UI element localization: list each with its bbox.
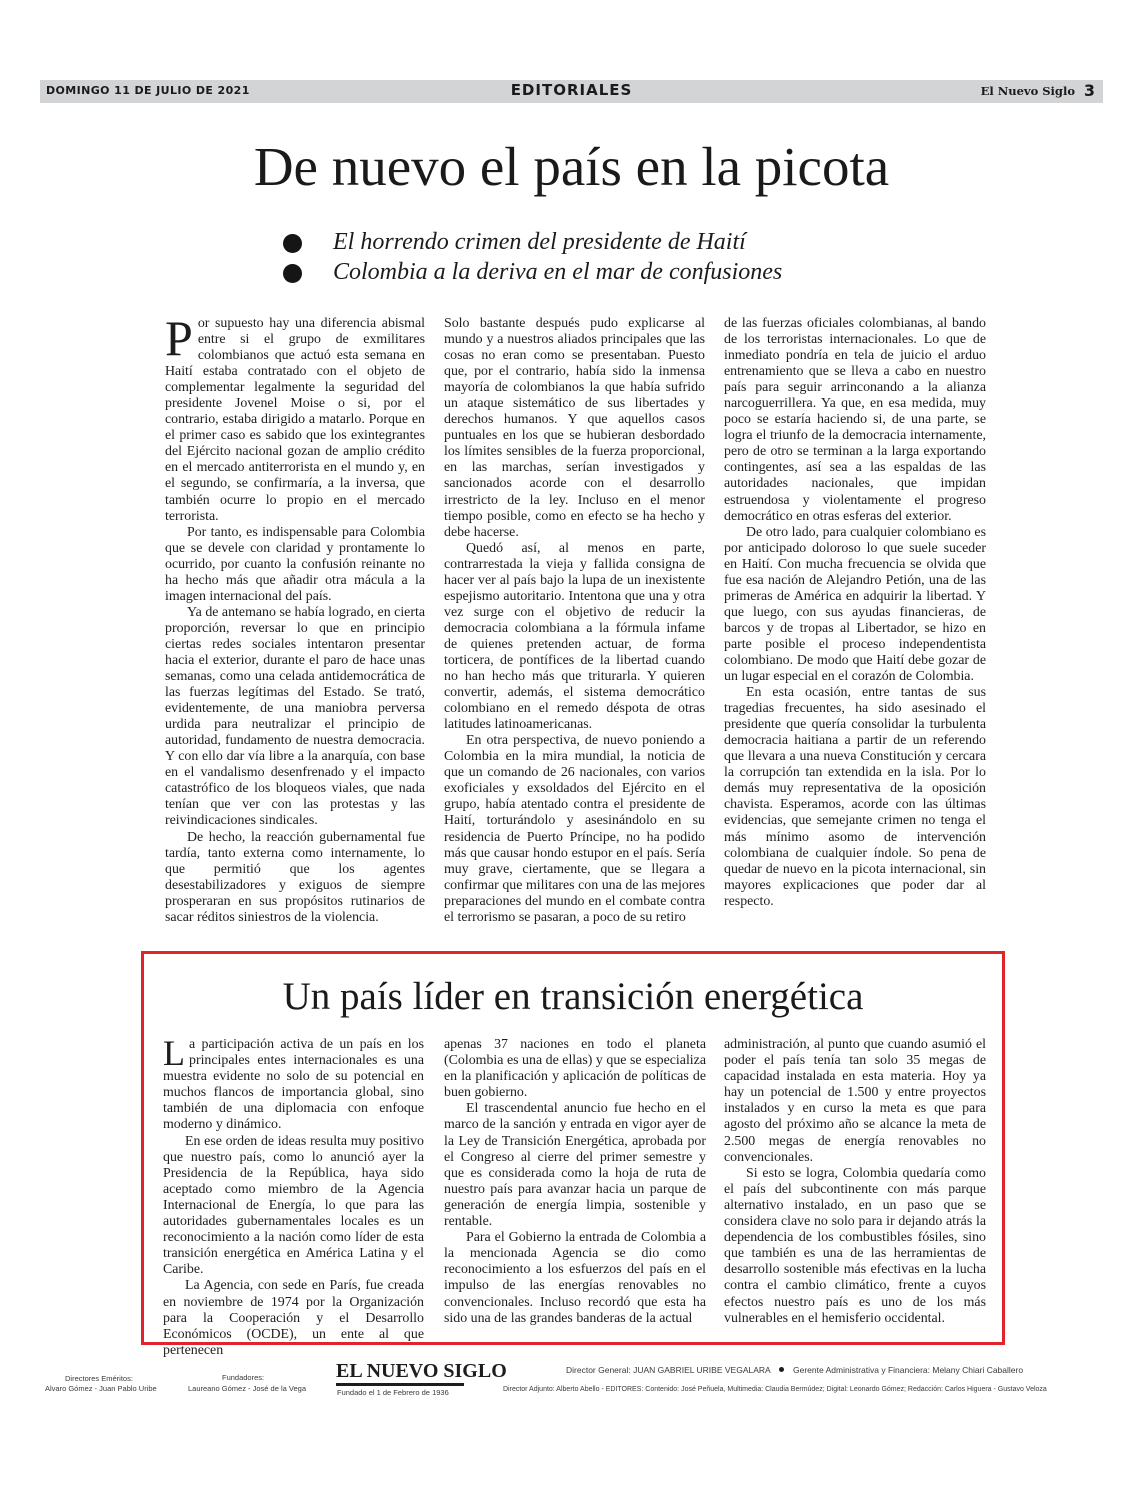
summary-text: Colombia a la deriva en el mar de confusiones: [333, 259, 783, 285]
editorial-2-title: Un país líder en transición energética: [282, 975, 864, 1018]
paragraph: or supuesto hay una diferencia abismal entre si el grupo de exmilitares colombianos que actuó esta semana en Haití estaba contratado con el objeto de complementar legalmente la seguridad del presidente Jovenel Moise o si, por el contrario, estaba dirigido a matarlo. Porque en el primer caso es sabido que los exintegrantes del Ejército nacional gozan de amplio crédito en el mercado antiterrorista en el mundo y, en el segundo, se confirmaría, a la inversa, que también ocurre lo propio en el mercado terrorista.: [165, 316, 425, 524]
section-name: EDITORIALES: [510, 81, 633, 99]
editorial-2-column-2: [444, 1037, 706, 1327]
directors-names: Alvaro Gómez - Juan Pablo Uribe: [45, 1384, 157, 1393]
paragraph: En esta ocasión, entre tantas de sus tragedias frecuentes, ha sido asesinado el presidente que quería consolidar la turbulenta democracia haitiana a partir de un referendo que llevara a una nueva Constitución y cercara la corrupción tan extendida en la isla. Por lo demás muy representativa de la oposición chavista. Esperamos, acorde con las últimas evidencias, que semejante crimen no tenga el más mínimo asomo de intervención colombiana de cualquier índole. So pena de quedar de nuevo en la picota internacional, sin mayores explicaciones que poder dar al respecto.: [724, 685, 986, 909]
bullet-dot-icon: [283, 264, 302, 283]
masthead-footer: [0, 1360, 1148, 1400]
section-header-bar: [40, 80, 1103, 103]
paragraph: De hecho, la reacción gubernamental fue tardía, tanto externa como internamente, lo que permitió que los agentes desestabilizadores y exiguos de siempre prosperaran en sus propósitos rutinarios de sacar réditos siniestros de la violencia.: [165, 829, 425, 925]
directors-label: Directores Eméritos:: [65, 1374, 133, 1383]
founders-names: Laureano Gómez - José de la Vega: [188, 1384, 306, 1393]
editorial-2-column-3: [724, 1037, 986, 1327]
drop-cap: P: [165, 310, 193, 366]
paper-name: El Nuevo Siglo: [980, 84, 1075, 98]
paragraph: administración, al punto que cuando asumió el poder el país tenía tan solo 35 megas de capacidad instalada en esta materia. Hoy ya hay un potencial de 1.500 y entre proyectos instalados y en curso la meta es que para agosto del próximo año se alcance la meta de 2.500 megas de energía renovables no convencionales.: [724, 1037, 986, 1165]
editorial-1-column-2: [444, 316, 705, 926]
paragraph: Por tanto, es indispensable para Colombia que se devele con claridad y prontamente lo ocurrido, por cuanto la confusión reinante no ha hecho más que añadir otra mácula a la imagen internacional del país.: [165, 524, 425, 604]
paragraph: Para el Gobierno la entrada de Colombia a la mencionada Agencia se dio como reconocimiento a los esfuerzos del país en el impulso de las energías renovables no convencionales. Incluso recordó que esta ha sido una de las grandes banderas de la actual: [444, 1230, 706, 1326]
director-general: Director General: JUAN GABRIEL URIBE VEGALARA: [566, 1365, 771, 1375]
paragraph: de las fuerzas oficiales colombianas, al bando de los terroristas internacionales. Lo que de inmediato pondría en tela de juicio el arduo entrenamiento que se lleva a cabo en nuestro país para seguir arrinconando a la alianza narcoguerrillera. Ya que, en esa medida, muy poco se estaría haciendo si, de una parte, se logra el triunfo de la democracia internamente, pero de otro se terminan a la larga exportando contingentes, así sea a las espaldas de las autoridades nacionales, que impidan estruendosa y violentamente el progreso democrático en otras esferas del exterior.: [724, 316, 986, 524]
editorial-1-title: De nuevo el país en la picota: [253, 136, 890, 197]
page-number: 3: [1083, 81, 1095, 100]
bullet-dot-icon: [283, 234, 302, 253]
paragraph: Si esto se logra, Colombia quedaría como el país del subcontinente con más parque alternativo instalado, en un paso que se considera clave no solo para ir dejando atrás la dependencia de los combustibles fósiles, sino que también es una de las herramientas de desarrollo sostenible más efectivas en la lucha contra el cambio climático, frente a cuyos efectos nuestro país es uno de los más vulnerables en el hemisferio occidental.: [724, 1165, 986, 1326]
paragraph: La Agencia, con sede en París, fue creada en noviembre de 1974 por la Organización para la Cooperación y el Desarrollo Económicos (OCDE), un ente al que pertenecen: [163, 1278, 424, 1358]
paragraph: apenas 37 naciones en todo el planeta (Colombia es una de ellas) y que se especializa en la planificación y aplicación de políticas de buen gobierno.: [444, 1037, 706, 1101]
editorial-staff: Director Adjunto: Alberto Abello - EDITORES: Contenido: José Peñuela, Multimedia: Claudia Bermúdez; Digital: Leonardo Gómez; Redacción: Carlos Higuera - Gustavo Veloza: [503, 1386, 1047, 1393]
summary-text: El horrendo crimen del presidente de Haití: [333, 229, 746, 255]
paragraph: El trascendental anuncio fue hecho en el marco de la sanción y entrada en vigor ayer de la Ley de Transición Energética, aprobada por el Congreso al cierre del primer semestre y que es considerada como la hoja de ruta de nuestro país para avanzar hacia un parque de generación de energía limpia, sostenible y rentable.: [444, 1101, 706, 1230]
paragraph: a participación activa de un país en los principales entes internacionales es una muestra evidente no solo de su potencial en muchos flancos de importancia global, sino también de una diplomacia con enfoque moderno y dinámico.: [163, 1037, 424, 1133]
issue-date: DOMINGO 11 DE JULIO DE 2021: [46, 84, 250, 97]
paper-logo: EL NUEVO SIGLO: [336, 1360, 507, 1382]
paragraph: Ya de antemano se había logrado, en cierta proporción, reversar lo que en principio ciertas redes sociales intentaron presentar hacia el exterior, durante el paro de hace unas semanas, como una celada antidemocrática de las fuerzas legítimas del Estado. Se trató, evidentemente, de una maniobra perversa urdida para neutralizar el principio de autoridad, fundamento de nuestra democracia. Y con ello dar vía libre a la anarquía, con base en el vandalismo desenfrenado y el impacto catastrófico de los bloqueos viales, que nada tenían que ver con las protestas y las reivindicaciones sindicales.: [165, 604, 425, 829]
paragraph: Quedó así, al menos en parte, contrarrestada la vieja y fallida consigna de hacer ver al país bajo la lupa de un inexistente espejismo autoritario. Intentona que una y otra vez surge con el objetivo de reducir la democracia colombiana a la fórmula infame de quienes pretenden actuar, de forma torticera, de pontífices de la libertad cuando no han hecho más que triturarla. Y quieren convertir, además, el sistema democrático colombiano en el remedo déspota de otras latitudes latinoamericanas.: [444, 540, 705, 733]
paragraph: Solo bastante después pudo explicarse al mundo y a nuestros aliados principales que las cosas no eran como se presentaban. Puesto que, por el contrario, había sido la inmensa mayoría de colombianos la que había sufrido un ataque sistemático de sus libertades y derechos humanos. Y que aquellos casos puntuales en los que se hubieran desbordado los límites sensibles de la fuerza proporcional, en las marchas, serían investigados y sancionados acorde con el desarrollo irrestricto de la ley. Incluso en el menor tiempo posible, como en efecto se ha hecho y debe hacerse.: [444, 316, 705, 540]
founders-label: Fundadores:: [222, 1373, 265, 1382]
founded-date: Fundado el 1 de Febrero de 1936: [337, 1388, 449, 1397]
editorial-1-column-3: [724, 316, 986, 910]
paragraph: En ese orden de ideas resulta muy positivo que nuestro país, como lo anunció ayer la Presidencia de la República, haya sido aceptado como miembro de la Agencia Internacional de Energía, lo que para las autoridades gubernamentales locales es un reconocimiento a la nación como líder de esta transición energética en América Latina y el Caribe.: [163, 1133, 424, 1278]
editorial-2-column-1: [163, 1033, 424, 1359]
paragraph: De otro lado, para cualquier colombiano es por anticipado doloroso lo que suele suceder en Haití. Con mucha frecuencia se olvida que fue esa nación de Alejandro Petión, una de las primeras de América en adquirir la libertad. Y que luego, con sus ayudas financieras, de barcos y de tropas al Libertador, se hizo en parte posible el proceso independentista colombiano. De modo que Haití debe gozar de un lugar especial en el corazón de Colombia.: [724, 524, 986, 685]
separator-dot-icon: [779, 1367, 784, 1372]
drop-cap: L: [163, 1033, 185, 1073]
paragraph: En otra perspectiva, de nuevo poniendo a Colombia en la mira mundial, la noticia de que un comando de 26 nacionales, con varios exoficiales y exsoldados del Ejército en el grupo, había atentado contra el presidente de Haití, torturándolo y asesinándolo en su residencia de Puerto Príncipe, no ha podido más que causar hondo estupor en el país. Sería muy grave, ciertamente, que se llegara a confirmar que militares con una de las mejores preparaciones del mundo en el combate contra el terrorismo se pasaran, a poco de su retiro: [444, 733, 705, 925]
editorial-1-column-1: [165, 310, 425, 926]
logo-underline: [336, 1383, 464, 1386]
financial-manager: Gerente Administrativa y Financiera: Melany Chiari Caballero: [793, 1365, 1024, 1375]
